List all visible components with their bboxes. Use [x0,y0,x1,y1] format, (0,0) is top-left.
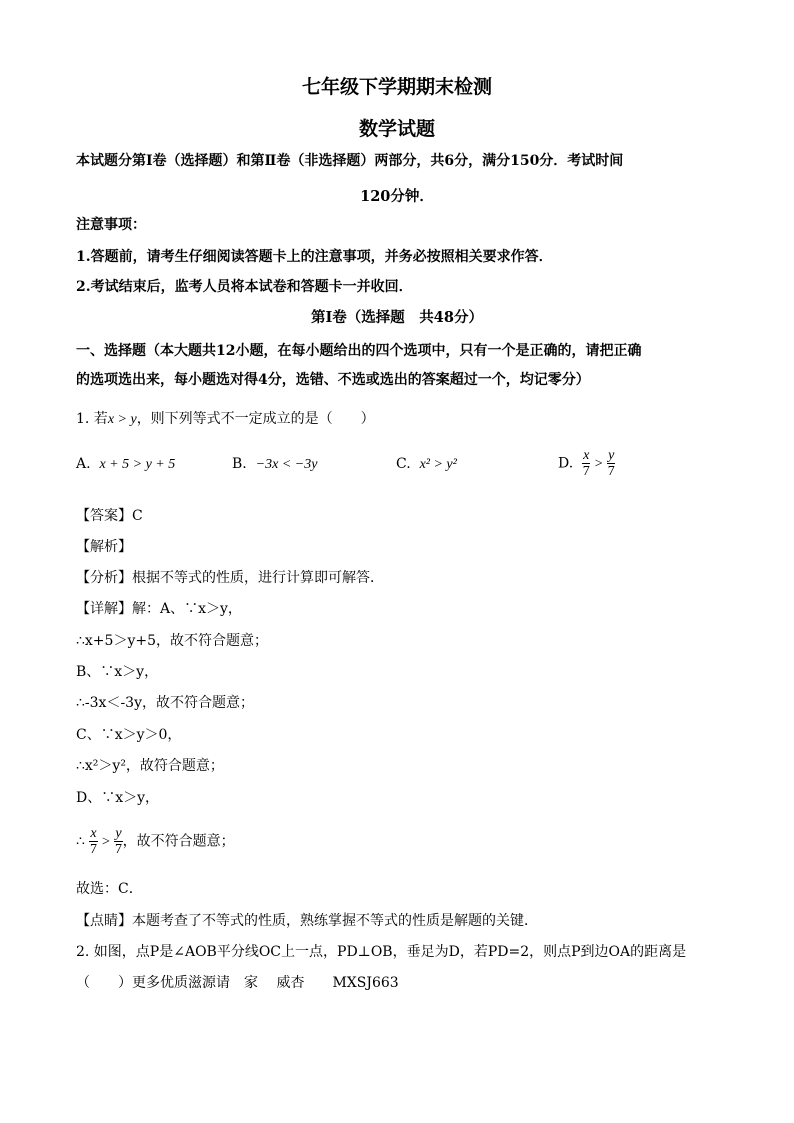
option-d-frac-y: $\frac{y}{7}$ [607,448,615,479]
exam-title: 七年级下学期期末检测 [301,76,492,98]
q1-stem [76,408,375,428]
q1-dianjing [76,910,538,930]
option-c-expr: x² > y² [419,457,457,472]
notes-heading: 注意事项： [76,217,146,233]
answer-tag: 【答案】 [76,508,132,524]
detail-tag: 【详解】 [76,601,132,617]
exam-subtitle: 数学试题 [358,118,435,140]
q1-d-conclusion: ∴ $\frac{x}{7}$ > $\frac{y}{7}$ ，故不符合题意； [76,826,235,857]
detail-line-5: ∴x²＞y²，故符合题意； [76,758,224,774]
dianjing-tag: 【点睛】 [76,913,132,929]
intro-line-1: 本试题分第Ⅰ卷（选择题）和第Ⅱ卷（非选择题）两部分，共6分，满分150分．考试时间 [76,153,624,169]
option-b-expr: −3x < −3y [255,457,318,472]
conclusion-frac-y: $\frac{y}{7}$ [115,826,123,857]
detail-line-0: 解：A、∵x＞y， [132,601,242,617]
option-b-label: B. [232,456,247,472]
q1-option-d: D. $\frac{x}{7}$ > $\frac{y}{7}$ [558,448,615,479]
detail-line-1: ∴x+5＞y+5，故不符合题意； [76,633,268,649]
notes-item-1: 1.答题前，请考生仔细阅读答题卡上的注意事项，并务必按照相关要求作答． [76,249,553,265]
conclusion-suffix: ，故不符合题意； [122,833,235,850]
detail-line-2: B、∵x＞y， [76,664,159,680]
option-d-label: D. [558,455,574,472]
option-a-label: A. [76,456,91,472]
detail-line-4: C、∵x＞y＞0， [76,727,182,743]
q1-stem-rest: ，则下列等式不一定成立的是（ ） [136,411,375,427]
q1-answer [76,505,143,525]
q1-option-a [76,456,175,473]
conclusion-frac-x: $\frac{x}{7}$ [89,826,97,857]
answer-value: C [132,508,143,524]
option-a-expr: x + 5 > y + 5 [99,457,176,472]
q1-analysis-tag: 【解析】 [76,539,132,555]
fenxi-text: 根据不等式的性质，进行计算即可解答． [132,570,384,586]
q1-detail-first [76,598,242,618]
notes-item-2: 2.考试结束后，监考人员将本试卷和答题卡一并收回． [76,279,413,295]
q2-line-1: 2. 如图，点P是∠AOB平分线OC上一点，PD⊥OB，垂足为D，若PD=2，则点P到边OA的距离是 [76,944,687,960]
intro-line-2: 120分钟． [360,188,434,205]
section1-title: 第Ⅰ卷（选择题 共48分） [311,309,483,326]
q1-fenxi [76,567,384,587]
option-c-label: C. [396,456,411,472]
option-d-frac-x: $\frac{x}{7}$ [582,448,590,479]
fenxi-tag: 【分析】 [76,570,132,586]
section1-instructions-1: 一、选择题（本大题共12小题，在每小题给出的四个选项中，只有一个是正确的，请把正确 [76,343,642,359]
q1-condition: x > y [107,412,137,427]
conclusion-prefix: ∴ [76,833,85,850]
q2-line-2: （ ）更多优质滋源请 家 威杏 MXSJ663 [76,975,399,991]
detail-line-3: ∴-3x＜-3y，故不符合题意； [76,695,254,711]
q1-prefix: 1. 若 [76,411,108,427]
q1-option-c [396,456,457,473]
detail-line-6: D、∵x＞y， [76,790,160,806]
q1-choose: 故选：C． [76,881,143,897]
q1-option-b [232,456,317,473]
section1-instructions-2: 的选项选出来，每小题选对得4分，选错、不选或选出的答案超过一个，均记零分） [76,372,590,388]
dianjing-text: 本题考查了不等式的性质，熟练掌握不等式的性质是解题的关键． [132,913,538,929]
